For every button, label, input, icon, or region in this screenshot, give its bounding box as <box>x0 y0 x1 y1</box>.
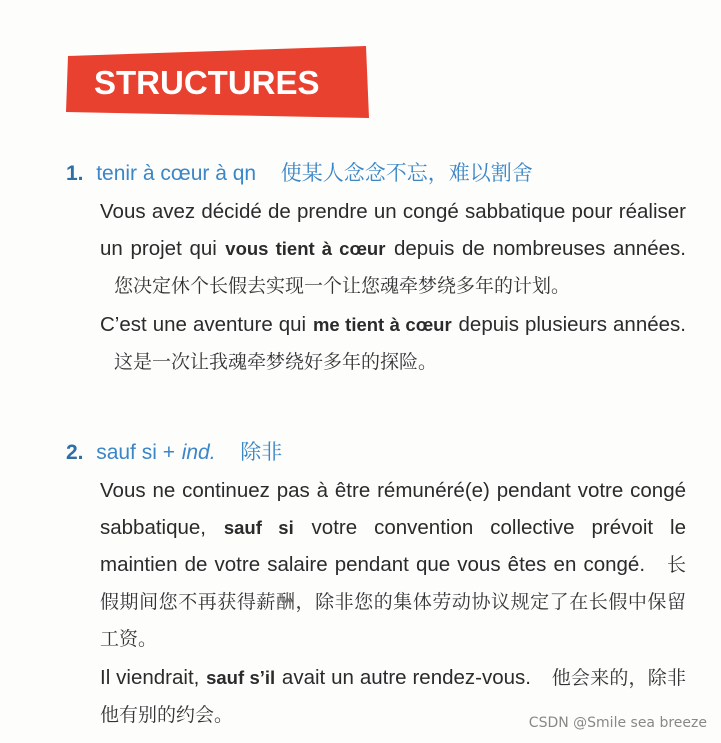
example-translation: 您决定休个长假去实现一个让您魂牵梦绕多年的计划。 <box>114 275 571 297</box>
structures-banner <box>66 44 370 118</box>
example-text: Vous ne continuez pas à être rémunéré(e) pendant votre congé sabbatique, <box>100 479 686 539</box>
item-expression: tenir à cœur à qn <box>96 162 257 185</box>
example-text: depuis plusieurs années. <box>458 313 686 336</box>
item-heading <box>66 159 686 188</box>
item-number: 1. <box>66 162 84 185</box>
example-text: C’est une aventure qui <box>100 313 307 336</box>
example-paragraph <box>100 306 686 380</box>
example-bold-expression: me tient à cœur <box>312 314 452 335</box>
structure-item-1 <box>66 159 686 380</box>
banner-title: STRUCTURES <box>94 64 320 101</box>
item-heading <box>66 438 686 467</box>
example-translation: 这是一次让我魂牵梦绕好多年的探险。 <box>114 351 438 373</box>
example-translation: 他会来的，除非他有别的约会。 <box>100 667 686 726</box>
example-bold-expression: sauf s’il <box>206 667 276 688</box>
item-gloss: 除非 <box>240 440 283 464</box>
example-text: depuis de nombreuses années. <box>393 237 686 260</box>
example-paragraph <box>100 193 686 304</box>
item-expression-italic: ind. <box>181 441 216 464</box>
item-expression: sauf si + <box>96 441 175 464</box>
example-paragraph <box>100 472 686 657</box>
example-text: Il viendrait, <box>100 666 200 689</box>
item-number: 2. <box>66 441 84 464</box>
example-text: votre convention collective prévoit le maintien de votre salaire pendant que vous êtes en congé. <box>100 516 687 576</box>
example-bold-expression: sauf si <box>223 517 294 538</box>
example-text: avait un autre rendez-vous. <box>281 666 531 689</box>
item-gloss: 使某人念念不忘，难以割舍 <box>280 161 533 185</box>
example-text: Vous avez décidé de prendre un congé sabbatique pour réaliser un projet qui <box>100 200 686 260</box>
structure-item-2 <box>66 438 686 733</box>
example-translation: 长假期间您不再获得薪酬，除非您的集体劳动协议规定了在长假中保留工资。 <box>100 554 686 650</box>
example-bold-expression: vous tient à cœur <box>225 238 386 259</box>
csdn-watermark: CSDN @Smile sea breeze <box>528 715 707 731</box>
